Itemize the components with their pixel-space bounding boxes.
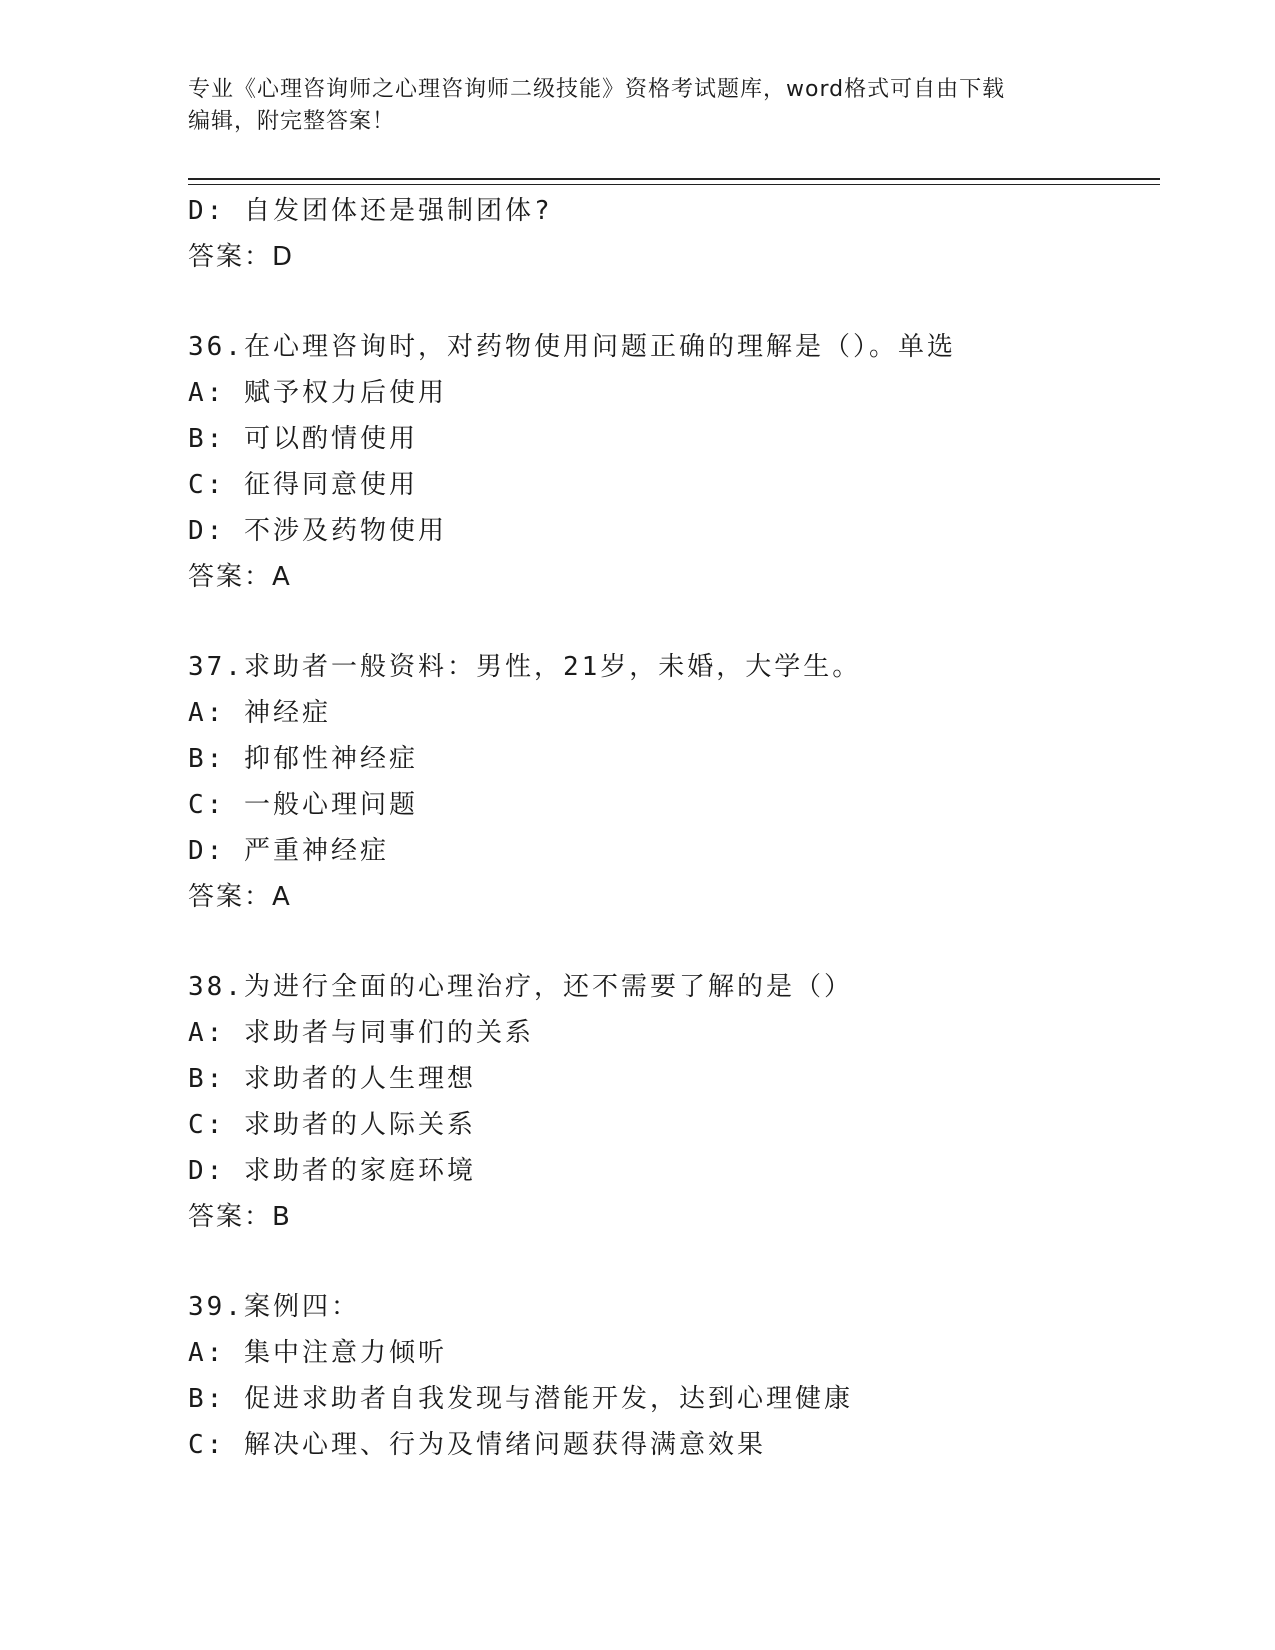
option-a: A: 求助者与同事们的关系 [188,1018,534,1048]
option-a: A: 赋予权力后使用 [188,378,447,408]
answer-line: 答案：D [188,242,295,272]
option-c: C: 一般心理问题 [188,790,418,820]
question-text: 38.为进行全面的心理治疗，还不需要了解的是（） [188,972,853,1002]
header-line-1: 专业《心理咨询师之心理咨询师二级技能》资格考试题库，word格式可自由下载 [188,77,1006,102]
question-block [188,964,1158,1240]
option-d: D: 严重神经症 [188,836,389,866]
document-header [188,74,1088,138]
option-c: C: 解决心理、行为及情绪问题获得满意效果 [188,1430,766,1460]
option-d: D: 求助者的家庭环境 [188,1156,476,1186]
answer-line: 答案：B [188,1202,292,1232]
question-block [188,644,1158,920]
header-rule-thin [188,184,1160,185]
option-c: C: 征得同意使用 [188,470,418,500]
question-text: 36.在心理咨询时，对药物使用问题正确的理解是（）。单选 [188,332,956,362]
option-a: A: 集中注意力倾听 [188,1338,447,1368]
answer-line: 答案：A [188,882,292,912]
option-b: B: 求助者的人生理想 [188,1064,476,1094]
question-text: 39.案例四： [188,1292,360,1322]
answer-line: 答案：A [188,562,292,592]
option-d: D: 不涉及药物使用 [188,516,447,546]
question-block [188,1284,1158,1468]
option-b: B: 抑郁性神经症 [188,744,418,774]
option-c: C: 求助者的人际关系 [188,1110,476,1140]
question-block [188,324,1158,600]
question-text: 37.求助者一般资料：男性，21岁，未婚，大学生。 [188,652,862,682]
header-rule-thick [188,178,1160,180]
question-block [188,188,1158,280]
option-d: D: 自发团体还是强制团体? [188,196,553,226]
header-line-2: 编辑，附完整答案！ [188,109,396,134]
question-list [188,188,1158,1468]
option-b: B: 可以酌情使用 [188,424,418,454]
option-b: B: 促进求助者自我发现与潜能开发，达到心理健康 [188,1384,853,1414]
option-a: A: 神经症 [188,698,331,728]
